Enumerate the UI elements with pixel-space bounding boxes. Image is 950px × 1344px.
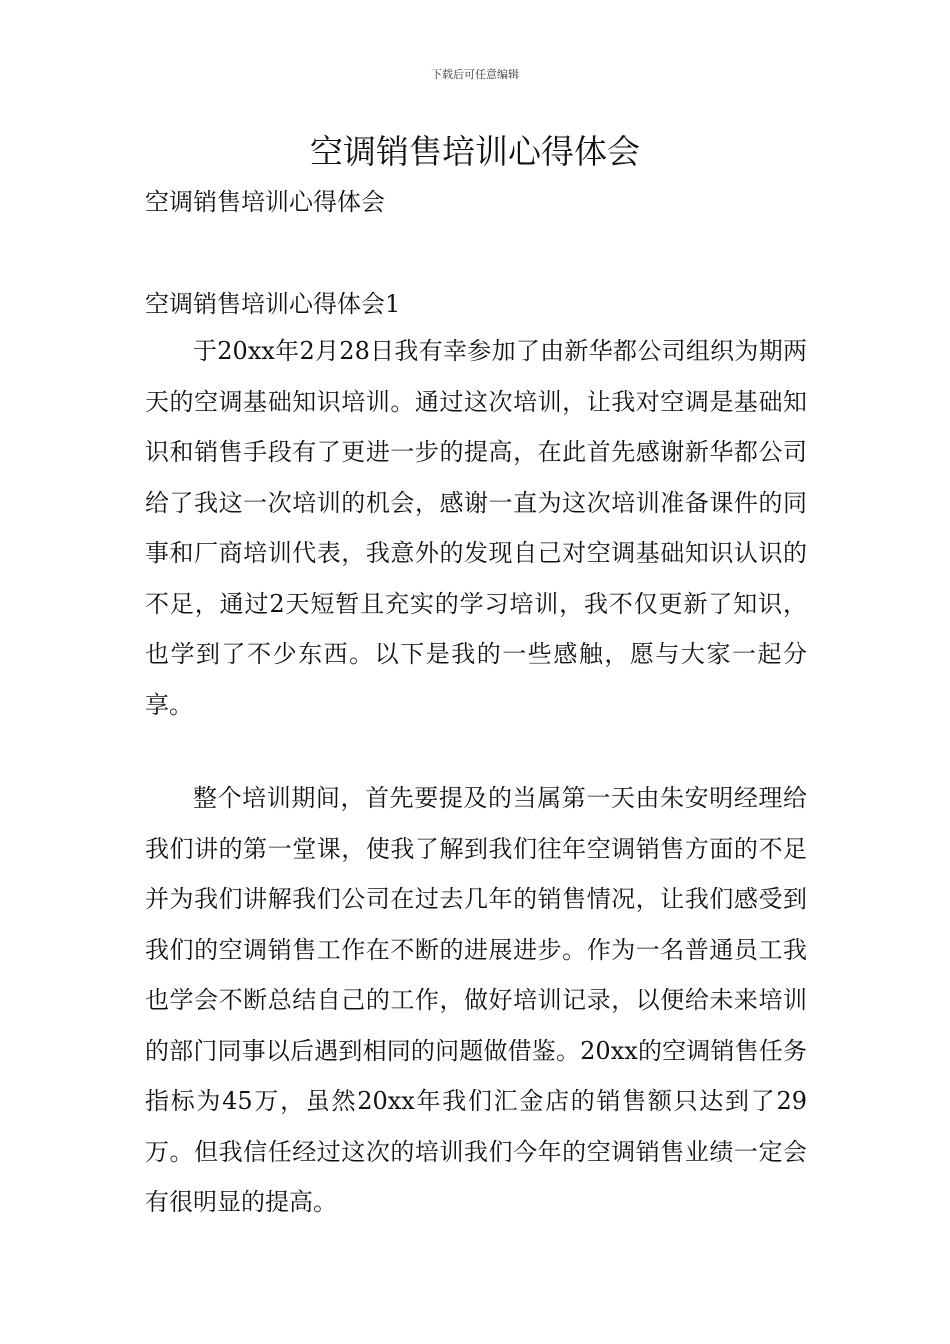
- document-subtitle: 空调销售培训心得体会: [145, 188, 385, 216]
- body-paragraph-2: 整个培训期间，首先要提及的当属第一天由朱安明经理给我们讲的第一堂课，使我了解到我们往年空调销售方面的不足并为我们讲解我们公司在过去几年的销售情况，让我们感受到我们的空调销售工作在不断的进展进步。作为一名普通员工我也学会不断总结自己的工作，做好培训记录，以便给未来培训的部门同事以后遇到相同的问题做借鉴。20xx的空调销售任务指标为45万，虽然20xx年我们汇金店的销售额只达到了29万。但我信任经过这次的培训我们今年的空调销售业绩一定会有很明显的提高。: [145, 784, 807, 1216]
- body-paragraph-1: 于20xx年2月28日我有幸参加了由新华都公司组织为期两天的空调基础知识培训。通过这次培训，让我对空调是基础知识和销售手段有了更进一步的提高，在此首先感谢新华都公司给了我这一次培训的机会，感谢一直为这次培训准备课件的同事和厂商培训代表，我意外的发现自己对空调基础知识认识的不足，通过2天短暂且充实的学习培训，我不仅更新了知识，也学到了不少东西。以下是我的一些感触，愿与大家一起分享。: [145, 337, 807, 719]
- section-heading: 空调销售培训心得体会1: [145, 290, 401, 318]
- header-note: 下载后可任意编辑: [431, 68, 519, 81]
- document-title: 空调销售培训心得体会: [310, 132, 640, 171]
